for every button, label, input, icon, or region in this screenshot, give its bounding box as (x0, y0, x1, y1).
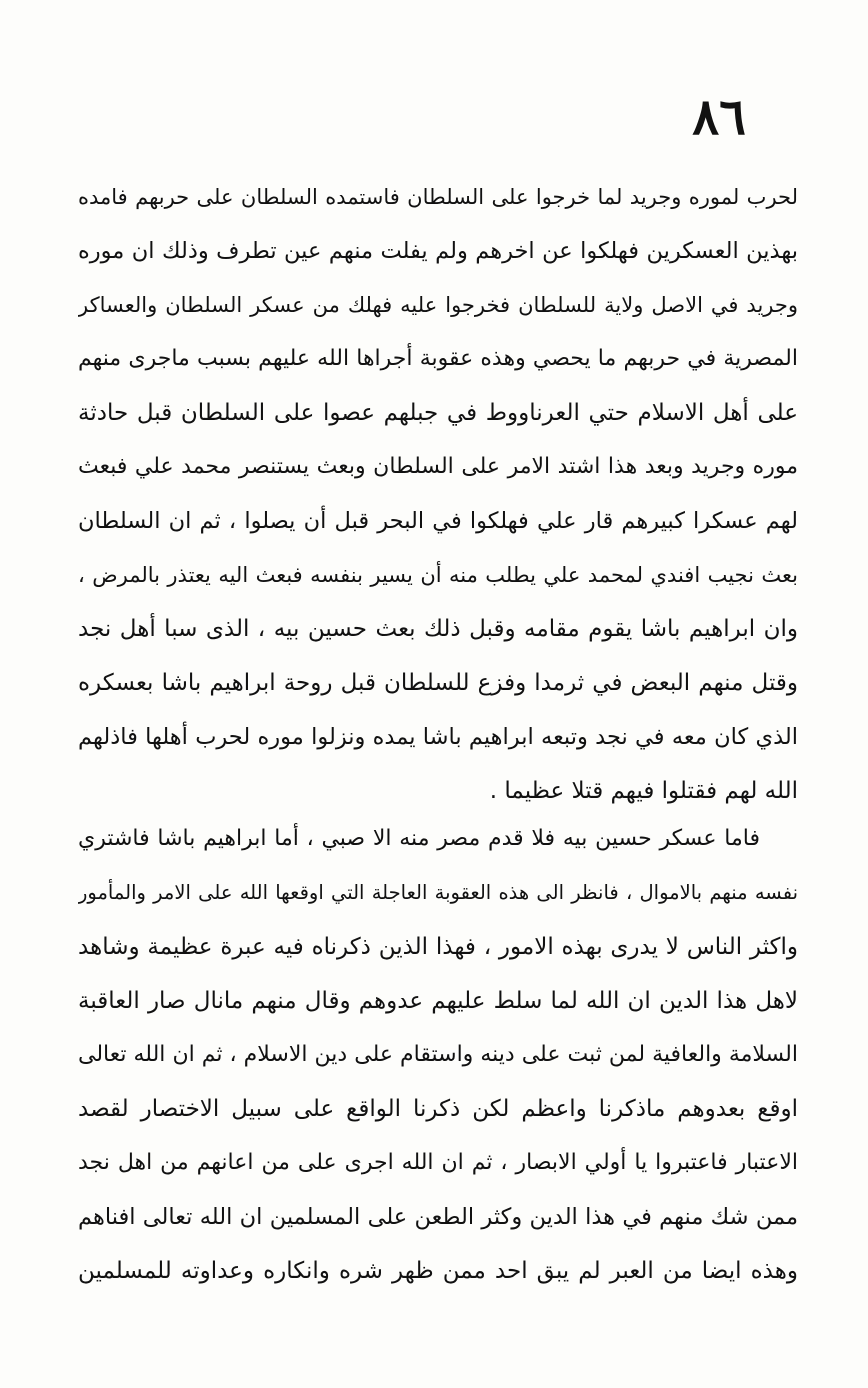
text-line: لاهل هذا الدين ان الله لما سلط عليهم عدوهم وقال منهم مانال صار العاقبة (78, 988, 798, 1014)
text-line: وقتل منهم البعض في ثرمدا وفزع للسلطان قبل روحة ابراهيم باشا بعسكره (78, 670, 798, 696)
text-line: وجريد في الاصل ولاية للسلطان فخرجوا عليه فهلك من عسكر السلطان والعساكر (78, 293, 798, 317)
text-line: على أهل الاسلام حتي العرناووط في جبلهم عصوا على السلطان قبل حادثة (78, 400, 798, 426)
text-line: موره وجريد وبعد هذا اشتد الامر على السلطان وبعث يستنصر محمد علي فبعث (78, 454, 798, 479)
text-line: وهذه ايضا من العبر لم يبق احد ممن ظهر شره وانكاره وعداوته للمسلمين (78, 1258, 798, 1284)
text-line: المصرية في حربهم ما يحصي وهذه عقوبة أجراها الله عليهم بسبب ماجرى منهم (78, 346, 798, 371)
text-line: السلامة والعافية لمن ثبت على دينه واستقام على دين الاسلام ، ثم ان الله تعالى (78, 1042, 798, 1067)
text-line: الاعتبار فاعتبروا يا أولي الابصار ، ثم ان الله اجرى على من اعانهم من اهل نجد (78, 1150, 798, 1175)
paragraph-2 (78, 812, 798, 1298)
text-line: وان ابراهيم باشا يقوم مقامه وقبل ذلك بعث حسين بيه ، الذى سبا أهل نجد (78, 616, 798, 642)
text-line: الذي كان معه في نجد وتبعه ابراهيم باشا يمده ونزلوا موره لحرب أهلها فاذلهم (78, 724, 798, 750)
text-line: فاما عسكر حسين بيه فلا قدم مصر منه الا صبي ، أما ابراهيم باشا فاشتري (78, 826, 760, 851)
paragraph-1 (78, 170, 798, 818)
page-number: ٨٦ (692, 87, 746, 146)
text-line: نفسه منهم بالاموال ، فانظر الى هذه العقوبة العاجلة التي اوقعها الله على الامر والمأمور (78, 881, 798, 904)
text-line: الله لهم فقتلوا فيهم قتلا عظيما . (489, 778, 798, 804)
text-line: لهم عسكرا كبيرهم قار علي فهلكوا في البحر قبل أن يصلوا ، ثم ان السلطان (78, 508, 798, 534)
text-line: لحرب لموره وجريد لما خرجوا على السلطان فاستمده السلطان على حربهم فامده (78, 185, 798, 209)
text-line: ممن شك منهم في هذا الدين وكثر الطعن على المسلمين ان الله تعالى افناهم (78, 1204, 798, 1230)
text-line: بعث نجيب افندي لمحمد علي يطلب منه أن يسير بنفسه فبعث اليه يعتذر بالمرض ، (78, 563, 798, 587)
text-line: واكثر الناس لا يدرى بهذه الامور ، فهذا الذين ذكرناه فيه عبرة عظيمة وشاهد (78, 934, 798, 960)
text-line: اوقع بعدوهم ماذكرنا واعظم لكن ذكرنا الواقع على سبيل الاختصار لقصد (78, 1096, 798, 1122)
text-line: بهذين العسكرين فهلكوا عن اخرهم ولم يفلت منهم عين تطرف وذلك ان موره (78, 238, 798, 264)
